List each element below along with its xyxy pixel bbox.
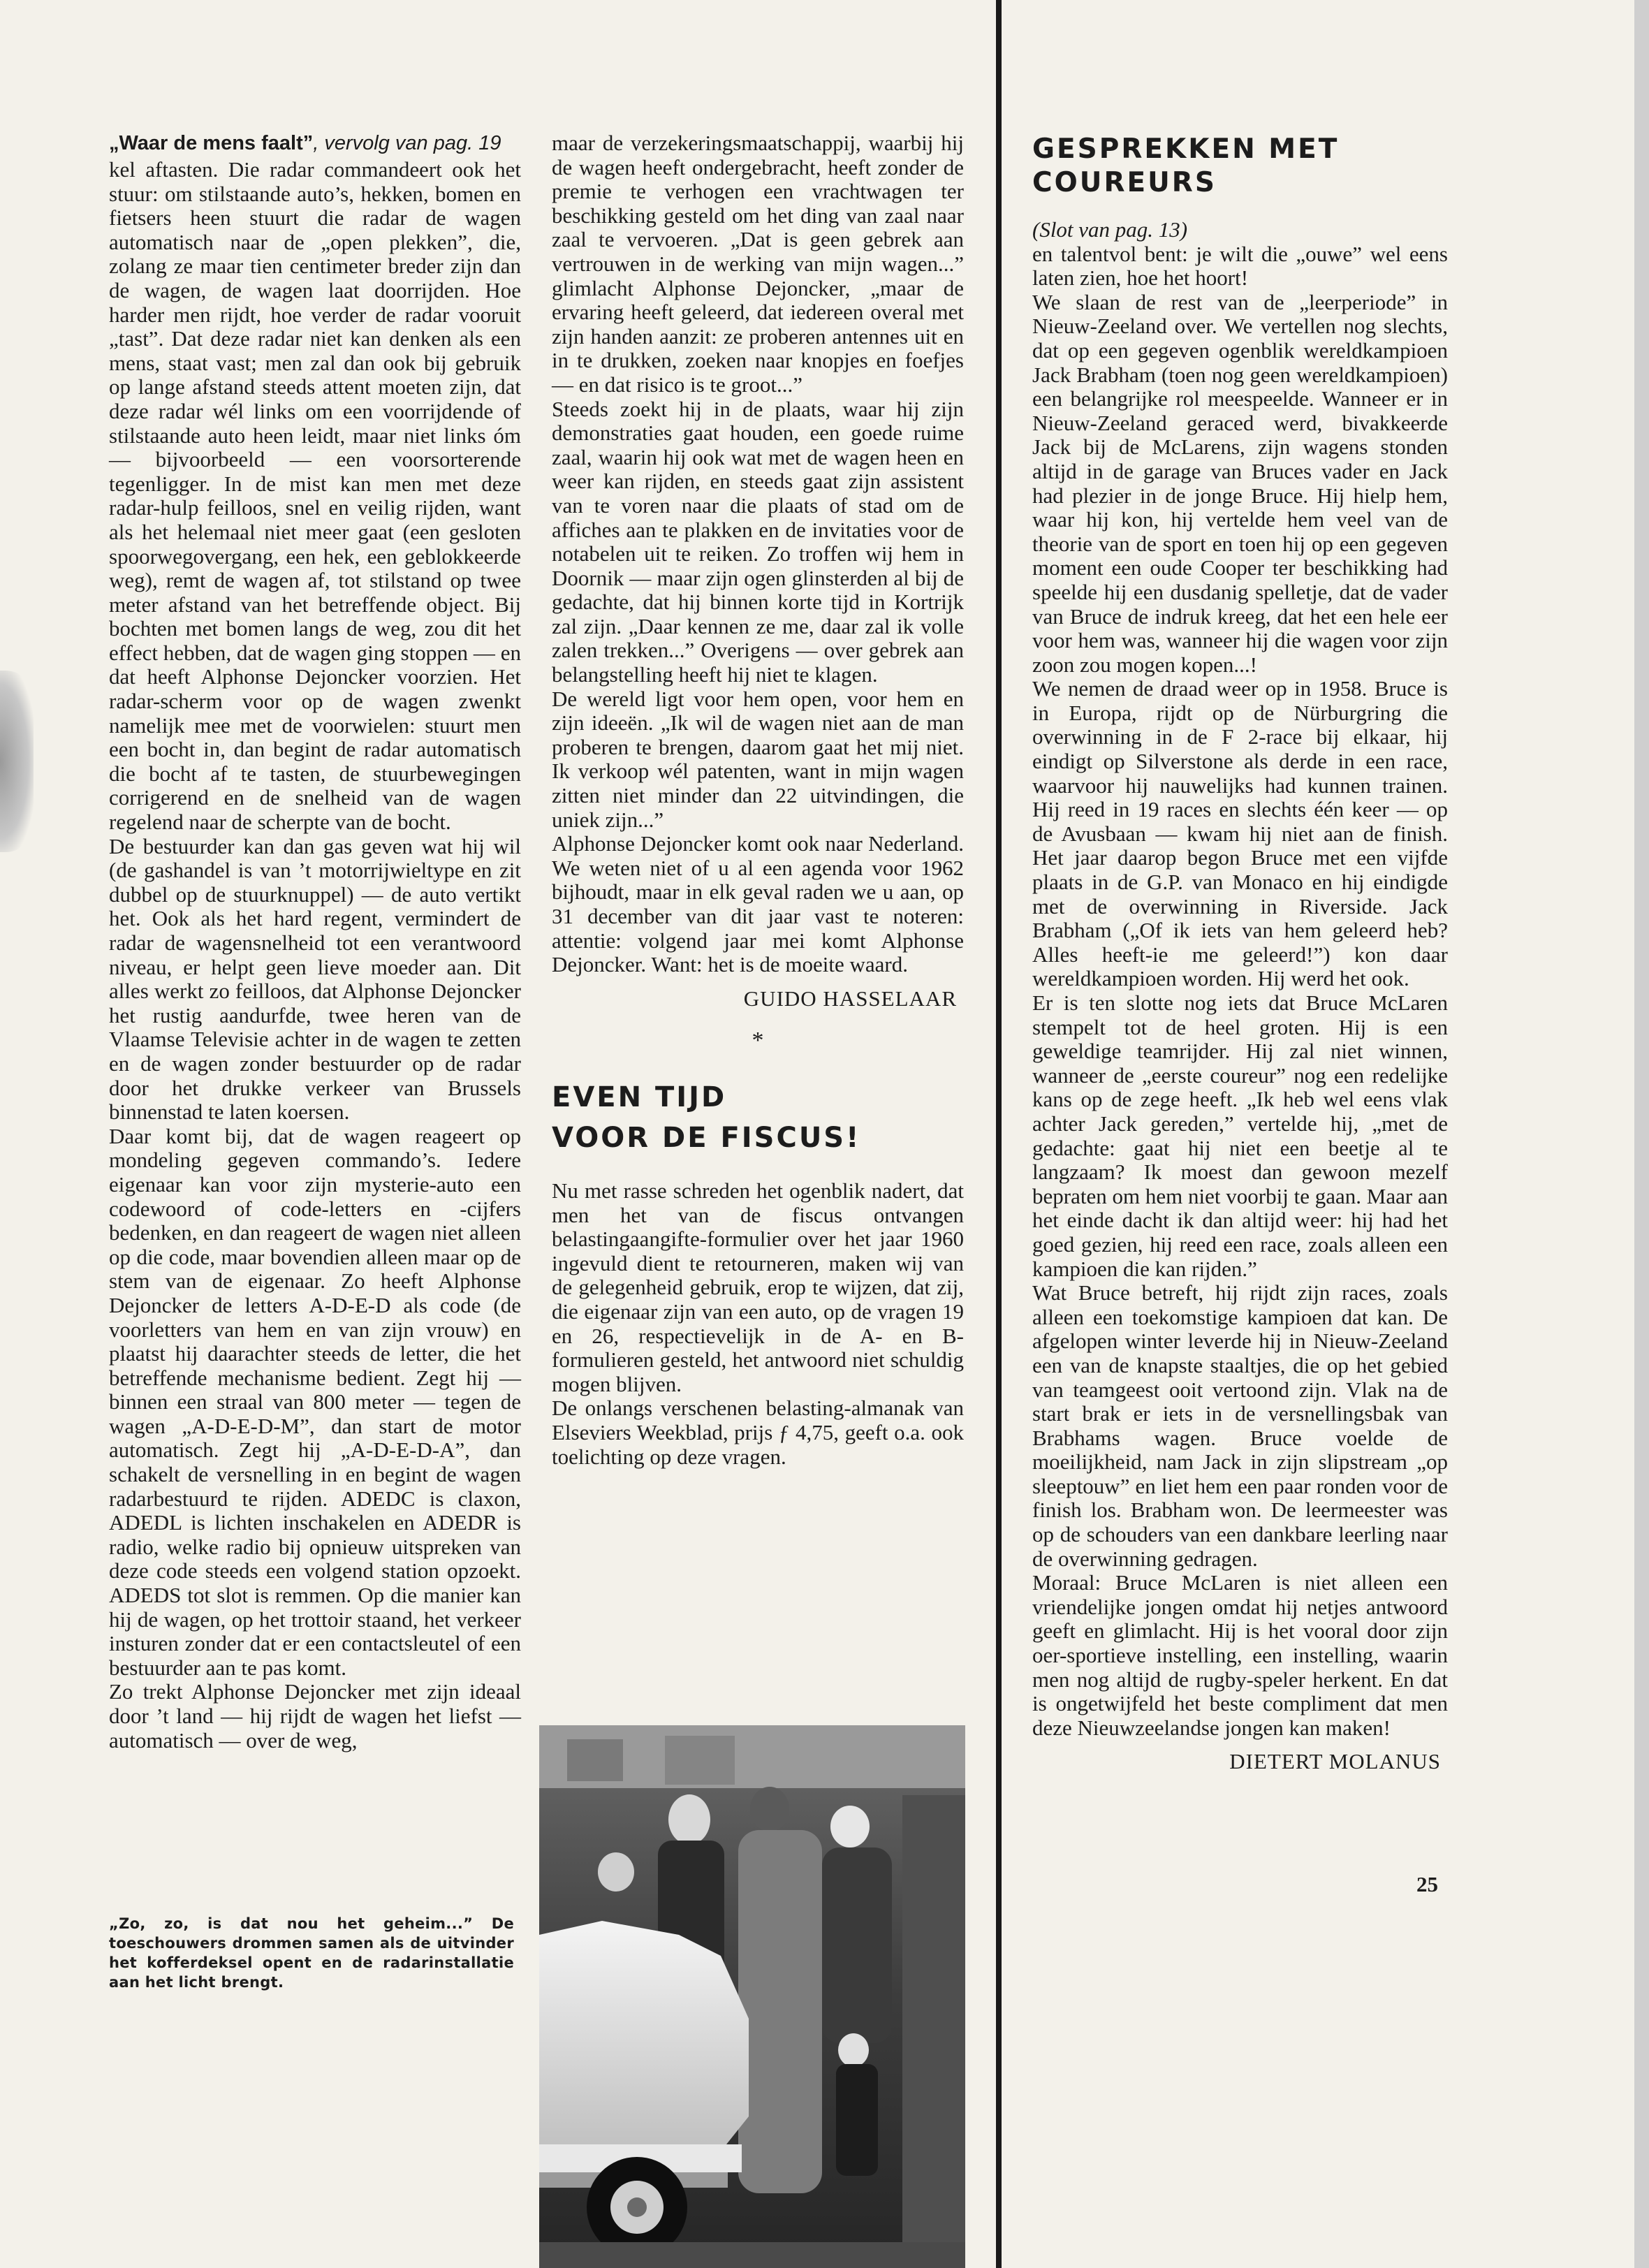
photo-caption: „Zo, zo, is dat nou het geheim...” De toeschouwers drommen samen als de uitvinder het kofferdeksel opent en de radarinstallatie aan het licht brengt. [109, 1915, 514, 1991]
continued-from: (Slot van pag. 13) [1032, 217, 1188, 242]
paragraph: Nu met rasse schreden het ogenblik nadert, dat men het van de fiscus ontvangen belastingaangifte-formulier over het jaar 1960 ingevuld dient te retourneren, maken wij van de gelegenheid gebruik, erop te wijzen, dat zij, die eigenaar zijn van een auto, op de vragen 19 en 26, respectievelijk in de A- en B-formulieren gesteld, het antwoord niet schuldig mogen blijven. [552, 1178, 964, 1396]
continued-header [109, 131, 521, 155]
column-divider [996, 0, 1002, 2268]
author-signature: GUIDO HASSELAAR [743, 986, 957, 1011]
paragraph: Moraal: Bruce McLaren is niet alleen een vriendelijke jongen omdat hij netjes antwoord geeft en glimlacht. Hij is het vooral door zijn oer-sportieve instelling, een instelling, waarin men nog altijd de rugby-speler herkent. En dat is ongetwijfeld het beste compliment dat men deze Nieuwzeelandse jongen kan maken! [1032, 1570, 1448, 1740]
article-headline: GESPREKKEN MET COUREURS [1032, 133, 1340, 198]
paragraph: De wereld ligt voor hem open, voor hem en zijn ideeën. „Ik wil de wagen niet aan de man proberen te brengen, daarom gaat het mij niet. Ik verkoop wél patenten, want in mijn wagen zitten niet minder dan 22 uitvindingen, die uniek zijn...” [552, 686, 964, 832]
paragraph: maar de verzekeringsmaatschappij, waarbij hij de wagen heeft ondergebracht, heeft zonder de premie te verhogen een vrachtwagen ter beschikking gesteld om het ding van zaal naar zaal te vervoeren. „Dat is geen gebrek aan vertrouwen in de werking van mijn wagen...” glimlacht Alphonse Dejoncker, „maar de ervaring heeft geleerd, dat iedereen overal met zijn handen aanzit: ze proberen antennes uit en in te drukken, zoeken naar knopjes en foefjes — en dat risico is te groot...” [552, 131, 964, 397]
page-stain [0, 671, 34, 852]
page-edge [1634, 0, 1649, 2268]
fiscus-headline-line2: VOOR DE FISCUS! [552, 1121, 861, 1154]
author-signature: DIETERT MOLANUS [1229, 1749, 1441, 1774]
fiscus-headline-line1: EVEN TIJD [552, 1081, 727, 1113]
paragraph: We slaan de rest van de „leerperiode” in Nieuw-Zeeland over. We vertellen nog slechts, dat op een gegeven ogenblik wereldkampioen Jack Brabham (toen nog geen wereldkampioen) een belangrijke rol meespeelde. Wanneer er in Nieuw-Zeeland geraced werd, bivakkeerde Jack bij de McLarens, zijn wagens stonden altijd in de garage van Bruces vader en Jack had plezier in de jonge Bruce. Hij hielp hem, waar hij kon, hij vertelde hem veel van de theorie van de sport en toen hij op een gegeven moment een oude Cooper ter beschikking had speelde hij een dusdanig spelletje, dat de vader van Bruce de indruk kreeg, dat het een hele eer voor hem was, wanneer hij die wagen voor zijn zoon zou mogen kopen...! [1032, 289, 1448, 677]
fiscus-headline [552, 1077, 964, 1158]
paragraph: Zo trekt Alphonse Dejoncker met zijn ideaal door ’t land — hij rijdt de wagen het liefst — automatisch — over de weg, [109, 1679, 521, 1753]
paragraph: en talentvol bent: je wilt die „ouwe” wel eens laten zien, hoe het hoort! [1032, 241, 1448, 291]
paragraph: We nemen de draad weer op in 1958. Bruce is in Europa, rijdt op de Nürburgring die overwinning in de F 2-race bij elkaar, hij eindigt op Silverstone als derde in een race, waarvoor hij nauwelijks had kunnen trainen. Hij reed in 19 races en slechts één keer — op de Avusbaan — kwam hij niet aan de finish. Het jaar daarop begon Bruce met een vijfde plaats in de G.P. van Monaco en hij eindigde met de overwinning in Riverside. Jack Brabham („Of ik iets van hem geleerd heb? Alles heeft-ie me geleerd!”) kon daar wereldkampioen worden. Hij werd het ook. [1032, 676, 1448, 991]
paragraph: Daar komt bij, dat de wagen reageert op mondeling gegeven commando’s. Iedere eigenaar kan voor zijn mysterie-auto een codewoord of code-letters en -cijfers bedenken, en dan reageert de wagen niet alleen op die code, maar bovendien alleen maar op de stem van de eigenaar. Zo heeft Alphonse Dejoncker de letters A-D-E-D als code (de voorletters van hem en van zijn vrouw) en plaatst hij daarachter steeds de letter, die het betreffende mechanisme bedient. Zegt hij — binnen een straal van 800 meter — tegen de wagen „A-D-E-D-M”, dan start de motor automatisch. Zegt hij „A-D-E-D-A”, dan schakelt de versnelling in en begint de wagen radarbestuurd te rijden. ADEDC is claxon, ADEDL is lichten inschakelen en ADEDR is radio, welke radio bij opnieuw uitspreken van deze code steeds een volgend station opzoekt. ADEDS tot slot is remmen. Op die manier kan hij de wagen, op het trottoir staand, het verkeer insturen zonder dat er een contactsleutel of een bestuurder aan te pas komt. [109, 1123, 521, 1680]
article-column-2 [552, 131, 964, 1469]
paragraph: Alphonse Dejoncker komt ook naar Nederland. We weten niet of u al een agenda voor 1962 bijhoudt, maar in elk geval raden we u aan, op 31 december van dit jaar vast te noteren: attentie: volgend jaar mei komt Alphonse Dejoncker. Want: het is de moeite waard. [552, 831, 964, 977]
paragraph: Wat Bruce betreft, hij rijdt zijn races, zoals alleen een toekomstige kampioen dat kan. De afgelopen winter leverde hij in Nieuw-Zeeland een van de knapste staaltjes, die op het gebied van teamgeest ooit vertoond zijn. Vlak na de start brak er iets in de versnellingsbak van Brabhams wagen. Bruce voelde de moeilijkheid, nam Jack in zijn slipstream „op sleeptouw” en liet hem een paar ronden voor de finish los. Brabham won. De leermeester was op de schouders van een dankbare leerling naar de overwinning gedragen. [1032, 1280, 1448, 1571]
continued-from: , vervolg van pag. 19 [313, 132, 501, 154]
paragraph: De onlangs verschenen belasting-almanak van Elseviers Weekblad, prijs ƒ 4,75, geeft o.a. ook toelichting op deze vragen. [552, 1396, 964, 1469]
paragraph: Steeds zoekt hij in de plaats, waar hij zijn demonstraties gaat houden, een goede ruime zaal, waarin hij ook wat met de wagen heen en weer kan rijden, en steeds gaat zijn assistent van te voren naar die plaats of stad om de affiches aan te plakken en de invitaties voor de notabelen uit te reiken. Zo troffen wij hem in Doornik — maar zijn ogen glinsterden al bij de gedachte, dat hij binnen korte tijd in Kortrijk zal zijn. „Daar kennen ze me, daar zal ik volle zalen trekken...” Overigens — over gebrek aan belangstelling heeft hij niet te klagen. [552, 396, 964, 687]
photo-car-crowd [539, 1725, 965, 2268]
article-column-3 [1032, 131, 1448, 1774]
paragraph: Er is ten slotte nog iets dat Bruce McLaren stempelt tot de heel groten. Hij is een geweldige teamrijder. Hij zal niet winnen, wanneer de „eerste coureur” nog een redelijke kans op de zege heeft. „Ik heb wel eens vlak achter Jack gereden,” vertelde hij, „met de gedachte: gaat hij niet een beetje al te langzaam? Ik moest dan gewoon mezelf bepraten om hem niet voorbij te gaan. Maar aan het einde dacht ik dan altijd weer: hij had het goed gezien, hij reed een race, zoals alleen een kampioen die kan rijden.” [1032, 990, 1448, 1281]
page-number: 25 [1416, 1872, 1438, 1896]
continued-title: „Waar de mens faalt” [109, 132, 314, 154]
separator-asterisk: * [752, 1027, 764, 1054]
paragraph: De bestuurder kan dan gas geven wat hij wil (de gashandel is van ’t motorrijwieltype en zit dubbel op de stuurknuppel) — de auto vertikt het. Ook als het hard regent, vermindert de radar de wagensnelheid tot een verantwoord niveau, er helpt geen lieve moeder aan. Dit alles werkt zo feilloos, dat Alphonse Dejoncker het rustig aandurfde, twee heren van de Vlaamse Televisie achter in de wagen te zetten en de wagen zonder bestuurder op de radar door het drukke verkeer van Brussels binnenstad te laten koersen. [109, 833, 521, 1125]
paragraph: kel aftasten. Die radar commandeert ook het stuur: om stilstaande auto’s, hekken, bomen en fietsers heen stuurt die radar de wagen automatisch naar de „open plekken”, die, zolang ze maar tien centimeter breder zijn dan de wagen, de wagen laat doorrijden. Hoe harder men rijdt, hoe verder de radar vooruit „tast”. Dat deze radar niet kan denken als een mens, staat vast; men zal dan ook bij gebruik op lange afstand steeds attent moeten zijn, dat deze radar wél links om een voorrijdende of stilstaande auto heen leidt, maar niet links óm — bijvoorbeeld — een voorsorterende tegenligger. In de mist kan men met deze radar-hulp feilloos, snel en veilig rijden, want als het helemaal niet meer gaat (een gesloten spoorwegovergang, een hek, een geblokkeerde weg), remt de wagen af, tot stilstand op twee meter afstand van het betreffende object. Bij bochten met bomen langs de weg, zou dit het effect hebben, dat de wagen ging stoppen — en dat heeft Alphonse Dejoncker voorzien. Het radar-scherm voor op de wagen zwenkt namelijk mee met de voorwielen: stuurt men een bocht in, dan begint de radar automatisch die bocht af te tasten, de stuurbewegingen corrigerend en de snelheid van de wagen regelend naar de scherpte van de bocht. [109, 157, 521, 835]
article-column-1 [109, 131, 521, 1753]
